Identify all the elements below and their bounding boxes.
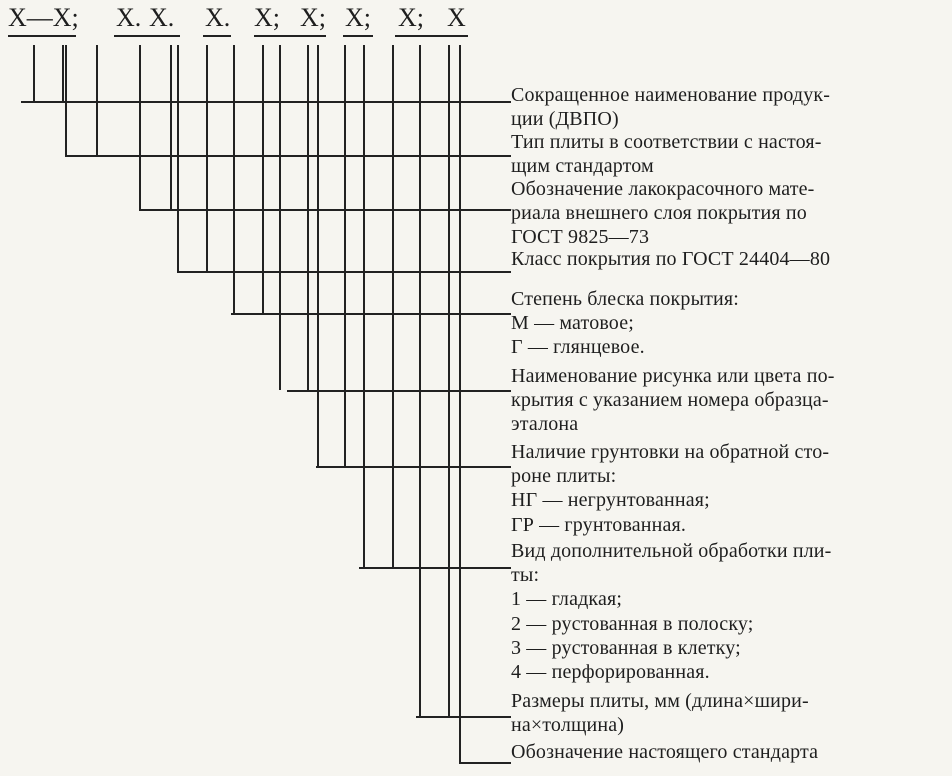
description-line: НГ — негрунтованная;: [511, 489, 710, 512]
connector-line: [206, 45, 208, 271]
description-line: Наименование рисунка или цвета по-: [511, 365, 835, 387]
code-token-dimensions: Х;: [398, 3, 424, 32]
description-board-type: [511, 130, 822, 178]
description-line: ты:: [511, 564, 540, 587]
description-product-abbreviation: [511, 83, 830, 131]
description-line: щим стандартом: [511, 155, 654, 178]
code-token-class: Х.: [149, 3, 175, 32]
code-underline: [395, 35, 468, 37]
connector-line: [262, 45, 264, 313]
leader-line: [65, 155, 511, 157]
description-line: Вид дополнительной обработки пли-: [511, 540, 832, 562]
connector-line: [448, 45, 450, 716]
description-primer-presence: [511, 440, 829, 537]
description-line: 4 — перфорированная.: [511, 661, 710, 684]
description-line: Класс покрытия по ГОСТ 24404—80: [511, 248, 831, 270]
description-line: Размеры плиты, мм (длина×шири-: [511, 690, 809, 712]
code-underline: [254, 35, 326, 37]
code-token-type: Х—Х;: [8, 3, 79, 32]
description-gloss-degree: [511, 287, 739, 360]
description-line: риала внешнего слоя покрытия по: [511, 202, 807, 225]
description-coating-class: [511, 247, 830, 271]
code-token-pattern: Х;: [254, 3, 280, 32]
code-token-standard: Х: [447, 3, 466, 32]
connector-line: [279, 45, 281, 390]
connector-line: [307, 45, 309, 390]
leader-line: [359, 567, 511, 569]
connector-line: [363, 45, 365, 567]
code-underline: [343, 35, 373, 37]
description-line: ГР — грунтованная.: [511, 513, 687, 536]
code-underline: [114, 35, 180, 37]
code-token-material: Х.: [116, 3, 142, 32]
leader-line: [139, 209, 511, 211]
connector-line: [170, 45, 172, 209]
description-line: ции (ДВПО): [511, 108, 619, 131]
description-line: 3 — рустованная в клетку;: [511, 636, 741, 659]
description-line: Тип плиты в соответствии с настоя-: [511, 131, 822, 153]
description-line: М — матовое;: [511, 312, 634, 335]
description-line: крытия с указанием номера образца-: [511, 389, 829, 412]
description-board-dimensions: [511, 689, 809, 737]
connector-line: [392, 45, 394, 567]
description-line: Обозначение настоящего стандарта: [511, 741, 819, 763]
description-line: Степень блеска покрытия:: [511, 288, 739, 310]
description-additional-processing: [511, 539, 831, 684]
connector-line: [344, 45, 346, 466]
leader-line: [459, 762, 511, 764]
leader-line: [21, 101, 511, 103]
description-line: 1 — гладкая;: [511, 588, 623, 611]
connector-line: [459, 45, 461, 762]
description-line: ГОСТ 9825—73: [511, 226, 650, 249]
code-underline: [8, 35, 76, 37]
connector-line: [33, 45, 35, 101]
description-line: Сокращенное наименование продук-: [511, 84, 831, 106]
description-line: 2 — рустованная в полоску;: [511, 612, 754, 635]
leader-line: [287, 390, 511, 392]
connector-line: [96, 45, 98, 155]
connector-line: [317, 45, 319, 466]
leader-line: [416, 716, 511, 718]
connector-line: [62, 45, 64, 101]
description-line: Г — глянцевое.: [511, 336, 645, 359]
description-line: Обозначение лакокрасочного мате-: [511, 178, 815, 200]
description-pattern-or-colour: [511, 364, 835, 437]
description-line: Наличие грунтовки на обратной сто-: [511, 441, 830, 463]
code-underline: [203, 35, 231, 37]
connector-line: [65, 45, 67, 155]
leader-line: [231, 313, 511, 315]
description-line: эталона: [511, 413, 579, 436]
code-token-primer: Х;: [300, 3, 326, 32]
description-line: роне плиты:: [511, 465, 617, 488]
description-standard-designation: [511, 740, 818, 764]
connector-line: [177, 45, 179, 271]
code-token-gloss: Х.: [205, 3, 231, 32]
connector-line: [139, 45, 141, 209]
leader-line: [316, 466, 511, 468]
connector-line: [233, 45, 235, 313]
description-paint-material: [511, 177, 814, 250]
connector-line: [419, 45, 421, 716]
description-line: на×толщина): [511, 714, 625, 737]
code-token-processing: Х;: [345, 3, 371, 32]
